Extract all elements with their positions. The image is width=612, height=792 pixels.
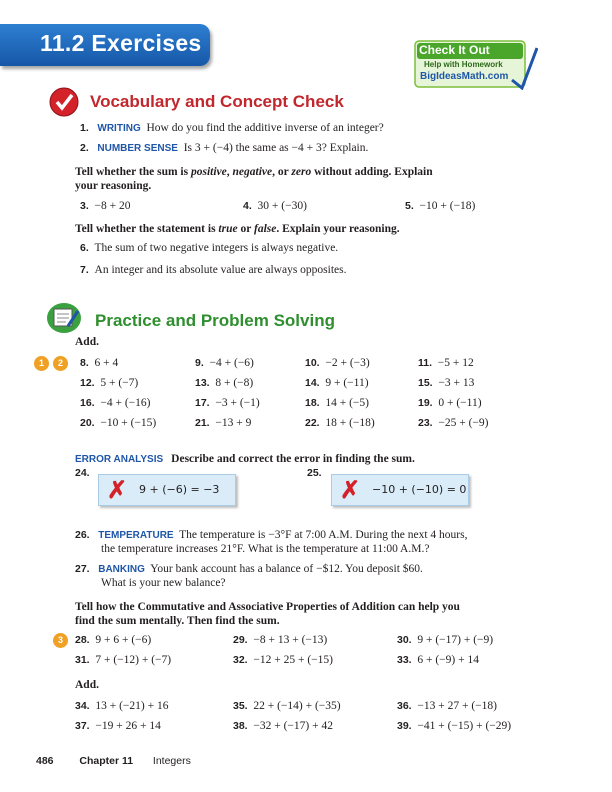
exercise-keyword: NUMBER SENSE	[97, 143, 178, 154]
exercise-expression: 18 + (−18)	[325, 417, 375, 429]
example-badge-3[interactable]: 3	[53, 633, 68, 648]
error-analysis-text: Describe and correct the error in finding the sum.	[171, 453, 415, 465]
exercise-number: 23.	[418, 417, 433, 429]
exercise-expression: −13 + 27 + (−18)	[417, 700, 497, 712]
exercise-item	[233, 633, 327, 647]
exercise-number: 32.	[233, 654, 248, 666]
exercise-number: 3.	[80, 200, 89, 212]
exercise-item	[305, 416, 375, 430]
exercise-number: 5.	[405, 200, 414, 212]
x-mark-icon: ✗	[107, 477, 128, 504]
exercise-text: How do you find the additive inverse of an integer?	[146, 122, 384, 134]
check-circle-icon	[48, 86, 80, 123]
exercise-number: 36.	[397, 700, 412, 712]
error-analysis-instruction	[75, 449, 415, 467]
exercise-item	[75, 699, 168, 713]
exercise-keyword: WRITING	[97, 123, 141, 134]
exercise-number: 21.	[195, 417, 210, 429]
exercise-text: The temperature is −3°F at 7:00 A.M. During the next 4 hours,	[179, 529, 468, 541]
exercise-27-line2: What is your new balance?	[101, 577, 226, 589]
exercise-number: 1.	[80, 122, 89, 134]
instruction-italic: negative	[232, 166, 273, 178]
exercise-number: 11.	[418, 357, 433, 369]
exercise-text: Your bank account has a balance of −$12. You deposit $60.	[150, 563, 423, 575]
vocab-section-title: Vocabulary and Concept Check	[90, 92, 344, 111]
exercise-expression: −32 + (−17) + 42	[253, 720, 333, 732]
instruction-italic: true	[218, 223, 238, 235]
page-number: 486	[36, 755, 54, 767]
exercise-number: 10.	[305, 357, 320, 369]
error-box-24	[98, 474, 236, 506]
exercise-item	[418, 356, 474, 370]
example-badge-2[interactable]: 2	[53, 356, 68, 371]
exercise-keyword: TEMPERATURE	[98, 530, 174, 541]
section-header-tab	[0, 24, 210, 66]
exercise-item	[80, 356, 118, 370]
instruction-sign-line2: your reasoning.	[75, 180, 152, 192]
exercise-item	[195, 396, 260, 410]
exercise-expression: 13 + (−21) + 16	[95, 700, 169, 712]
instruction-italic: false	[254, 223, 277, 235]
exercise-item	[305, 356, 370, 370]
exercise-number: 18.	[305, 397, 320, 409]
exercise-number: 25.	[307, 467, 322, 479]
properties-instruction-line1: Tell how the Commutative and Associative Properties of Addition can help you	[75, 601, 460, 613]
section-title: 11.2 Exercises	[40, 30, 202, 56]
exercise-expression: −8 + 13 + (−13)	[253, 634, 328, 646]
website-text	[420, 71, 508, 82]
exercise-number: 39.	[397, 720, 412, 732]
instruction-text: , or	[272, 166, 292, 178]
properties-instruction-line2: find the sum mentally. Then find the sum.	[75, 615, 280, 627]
add-instruction: Add.	[75, 336, 99, 348]
check-it-out-logo[interactable]	[414, 40, 538, 90]
exercise-item	[233, 653, 333, 667]
practice-section-title: Practice and Problem Solving	[95, 311, 335, 330]
exercise-expression: −12 + 25 + (−15)	[253, 654, 333, 666]
exercise-number: 13.	[195, 377, 210, 389]
exercise-expression: −25 + (−9)	[438, 417, 489, 429]
exercise-expression: −5 + 12	[437, 357, 474, 369]
exercise-text: Is 3 + (−4) the same as −4 + 3? Explain.	[183, 142, 369, 154]
exercise-number: 12.	[80, 377, 95, 389]
exercise-item	[75, 653, 171, 667]
exercise-27	[75, 562, 423, 577]
exercise-number: 20.	[80, 417, 95, 429]
exercise-number: 15.	[418, 377, 433, 389]
exercise-expression: 7 + (−12) + (−7)	[95, 654, 172, 666]
exercise-7	[80, 263, 347, 277]
website-name: BigIdeasMath	[420, 71, 486, 82]
exercise-item	[418, 416, 488, 430]
exercise-2	[80, 141, 368, 156]
instruction-text: Tell whether the sum is	[75, 166, 191, 178]
exercise-number: 9.	[195, 357, 204, 369]
website-tld: .com	[485, 71, 509, 82]
exercise-text: An integer and its absolute value are always opposites.	[94, 264, 347, 276]
exercise-number: 22.	[305, 417, 320, 429]
exercise-keyword: BANKING	[98, 564, 145, 575]
exercise-item	[397, 699, 497, 713]
exercise-expression: 9 + 6 + (−6)	[95, 634, 152, 646]
exercise-item	[397, 633, 493, 647]
error-box-25	[331, 474, 469, 506]
exercise-expression: 14 + (−5)	[325, 397, 369, 409]
exercise-expression: 9 + (−11)	[325, 377, 369, 389]
instruction-text: ,	[226, 166, 233, 178]
error-equation: −10 + (−10) = 0	[372, 483, 467, 496]
exercise-26	[75, 528, 467, 543]
practice-notepad-icon	[46, 302, 82, 339]
exercise-number: 30.	[397, 634, 412, 646]
chapter-label: Chapter 11	[79, 755, 134, 767]
exercise-expression: −2 + (−3)	[325, 357, 370, 369]
exercise-number: 37.	[75, 720, 90, 732]
exercise-expression: 6 + 4	[94, 357, 119, 369]
exercise-expression: −10 + (−15)	[100, 417, 157, 429]
exercise-24-number	[75, 466, 90, 480]
exercise-expression: 30 + (−30)	[257, 200, 307, 212]
example-badge-1[interactable]: 1	[34, 356, 49, 371]
exercise-text: The sum of two negative integers is always negative.	[94, 242, 339, 254]
exercise-expression: −4 + (−16)	[100, 397, 151, 409]
exercise-item	[195, 416, 251, 430]
exercise-number: 27.	[75, 563, 90, 575]
exercise-expression: −3 + 13	[438, 377, 475, 389]
exercise-number: 19.	[418, 397, 433, 409]
exercise-item	[75, 719, 161, 733]
exercise-item	[418, 376, 474, 390]
add-instruction-2: Add.	[75, 679, 99, 691]
error-equation: 9 + (−6) = −3	[139, 483, 220, 496]
exercise-item	[397, 719, 511, 733]
check-it-out-text: Check It Out	[419, 43, 490, 57]
exercise-number: 28.	[75, 634, 90, 646]
instruction-italic: zero	[291, 166, 312, 178]
exercise-number: 35.	[233, 700, 248, 712]
exercise-expression: 6 + (−9) + 14	[417, 654, 479, 666]
exercise-item	[195, 376, 253, 390]
exercise-number: 33.	[397, 654, 412, 666]
exercise-expression: 5 + (−7)	[100, 377, 139, 389]
exercise-number: 4.	[243, 200, 252, 212]
instruction-text: Tell whether the statement is	[75, 223, 219, 235]
exercise-25-number	[307, 466, 322, 480]
instruction-truefalse	[75, 223, 400, 235]
help-homework-text: Help with Homework	[424, 60, 503, 69]
exercise-item	[80, 376, 138, 390]
exercise-3	[80, 199, 131, 213]
exercise-item	[80, 416, 156, 430]
exercise-6	[80, 241, 338, 255]
exercise-expression: −10 + (−18)	[419, 200, 476, 212]
exercise-number: 16.	[80, 397, 95, 409]
exercise-item	[195, 356, 254, 370]
exercise-number: 7.	[80, 264, 89, 276]
exercise-5	[405, 199, 475, 213]
exercise-number: 17.	[195, 397, 210, 409]
instruction-text: without adding. Explain	[311, 166, 433, 178]
instruction-sign	[75, 166, 433, 178]
exercise-expression: 0 + (−11)	[438, 397, 482, 409]
exercise-4	[243, 199, 307, 213]
exercise-number: 14.	[305, 377, 320, 389]
exercise-item	[233, 719, 333, 733]
exercise-expression: −3 + (−1)	[215, 397, 260, 409]
exercise-number: 34.	[75, 700, 90, 712]
exercise-item	[397, 653, 479, 667]
exercise-expression: −4 + (−6)	[209, 357, 254, 369]
exercise-expression: −13 + 9	[215, 417, 252, 429]
exercise-number: 6.	[80, 242, 89, 254]
x-mark-icon: ✗	[340, 477, 361, 504]
exercise-item	[418, 396, 482, 410]
exercise-expression: 22 + (−14) + (−35)	[253, 700, 341, 712]
instruction-text: . Explain your reasoning.	[276, 223, 400, 235]
exercise-number: 31.	[75, 654, 90, 666]
exercise-item	[305, 376, 369, 390]
exercise-expression: −8 + 20	[94, 200, 131, 212]
exercise-number: 26.	[75, 529, 90, 541]
exercise-expression: 8 + (−8)	[215, 377, 254, 389]
exercise-item	[305, 396, 369, 410]
instruction-italic: positive	[190, 166, 227, 178]
exercise-number: 29.	[233, 634, 248, 646]
chapter-topic: Integers	[152, 755, 191, 767]
page-footer	[36, 755, 191, 767]
error-analysis-keyword: ERROR ANALYSIS	[75, 454, 164, 465]
exercise-number: 24.	[75, 467, 90, 479]
exercise-expression: −41 + (−15) + (−29)	[417, 720, 512, 732]
exercise-item	[80, 396, 150, 410]
exercise-item	[75, 633, 151, 647]
exercise-expression: −19 + 26 + 14	[95, 720, 161, 732]
exercise-1	[80, 121, 384, 136]
exercise-expression: 9 + (−17) + (−9)	[417, 634, 494, 646]
instruction-text: or	[237, 223, 254, 235]
exercise-26-line2: the temperature increases 21°F. What is the temperature at 11:00 A.M.?	[101, 543, 430, 555]
exercise-item	[233, 699, 341, 713]
exercise-number: 2.	[80, 142, 89, 154]
exercise-number: 8.	[80, 357, 89, 369]
exercise-number: 38.	[233, 720, 248, 732]
